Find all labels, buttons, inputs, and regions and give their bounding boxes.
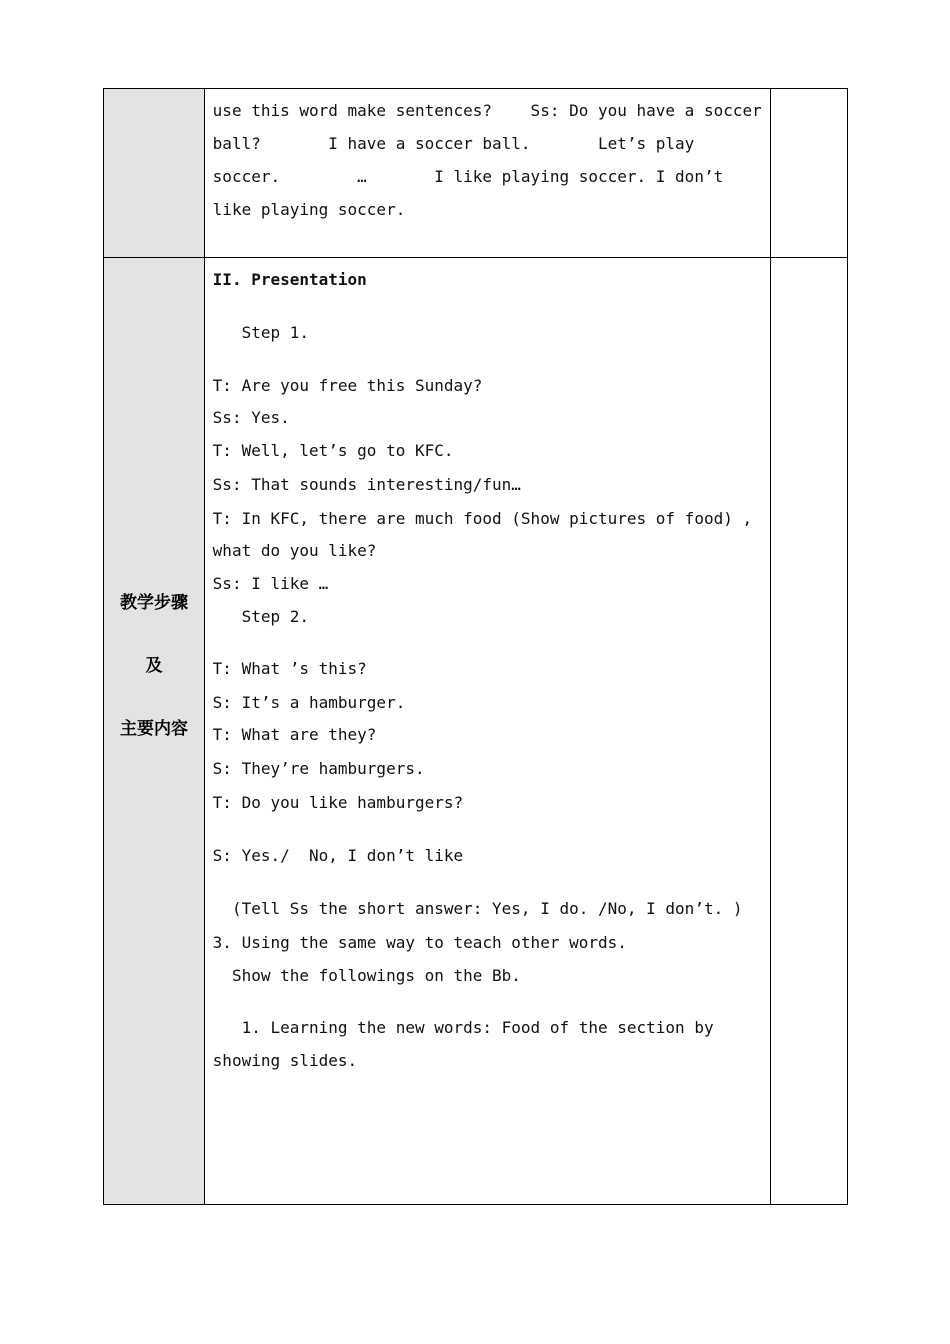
section-label: 教学步骤 (120, 593, 188, 613)
text-line: what do you like? (212, 541, 377, 560)
section-label-connector: 及 (145, 656, 163, 676)
table-row (104, 258, 848, 1205)
text-line: 1. Learning the new words: Food of the section by (212, 1018, 714, 1037)
text-line: Ss: Yes. (212, 408, 290, 427)
text-line: T: What are they? (212, 725, 377, 744)
section-heading: II. Presentation (212, 270, 367, 289)
text-line: S: It’s a hamburger. (212, 693, 406, 712)
section-label-sub: 主要内容 (120, 719, 188, 739)
text-line: S: They’re hamburgers. (212, 759, 425, 778)
table-row (104, 89, 848, 258)
text-line: Ss: That sounds interesting/fun… (212, 475, 521, 494)
notes-cell (771, 258, 848, 1205)
text-line: like playing soccer. (212, 200, 406, 219)
text-line: T: In KFC, there are much food (Show pictures of food) , (212, 509, 753, 528)
label-cell (104, 89, 205, 258)
lesson-plan-table (103, 88, 848, 1205)
text-line: 3. Using the same way to teach other words. (212, 933, 627, 952)
text-line: T: Well, let’s go to KFC. (212, 441, 454, 460)
text-line: T: Are you free this Sunday? (212, 376, 483, 395)
content-cell (204, 258, 771, 1205)
text-line: Show the followings on the Bb. (212, 966, 521, 985)
text-line: T: Do you like hamburgers? (212, 793, 464, 812)
text-line: showing slides. (212, 1051, 358, 1070)
text-line: ball? I have a soccer ball. Let’s play (212, 134, 695, 153)
text-line: Ss: I like … (212, 574, 329, 593)
text-line: T: What ’s this? (212, 659, 367, 678)
text-line: soccer. … I like playing soccer. I don’t (212, 167, 724, 186)
text-line: use this word make sentences? Ss: Do you have a soccer (212, 101, 762, 120)
text-line: (Tell Ss the short answer: Yes, I do. /No, I don’t. ) (212, 899, 743, 918)
text-line: Step 2. (212, 607, 309, 626)
label-cell (104, 258, 205, 1205)
notes-cell (771, 89, 848, 258)
content-cell (204, 89, 771, 258)
text-line: S: Yes./ No, I don’t like (212, 846, 464, 865)
text-line: Step 1. (212, 323, 309, 342)
